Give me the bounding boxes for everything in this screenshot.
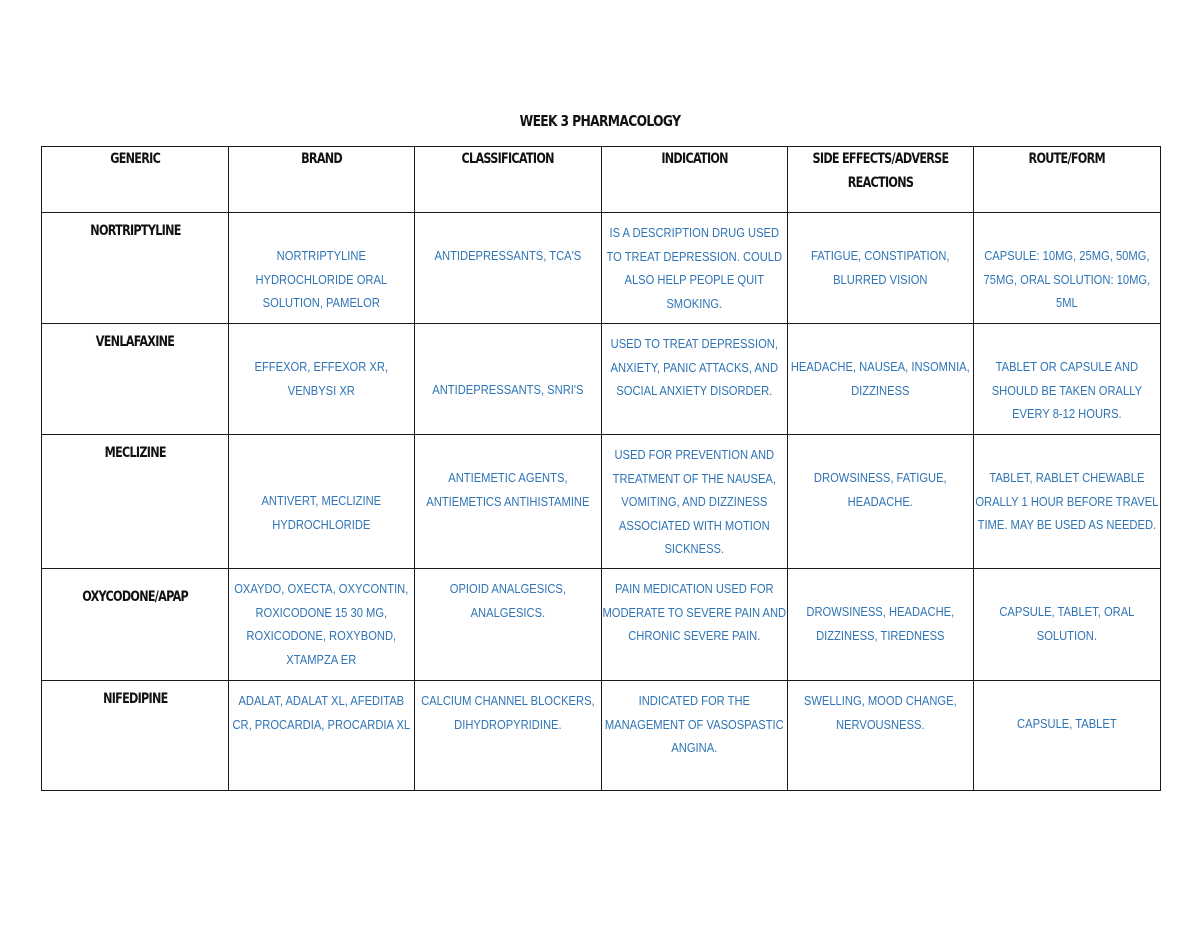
classification-cell: ANTIDEPRESSANTS, TCA'S [415, 213, 602, 324]
classification-cell: ANTIDEPRESSANTS, SNRI'S [415, 324, 602, 435]
classification-cell: CALCIUM CHANNEL BLOCKERS, DIHYDROPYRIDINE. [415, 681, 602, 791]
route-form-cell: CAPSULE, TABLET [974, 681, 1161, 791]
header-row [42, 147, 1161, 213]
drug-table [41, 146, 1161, 791]
generic-cell: NIFEDIPINE [42, 681, 229, 791]
route-form-cell: CAPSULE: 10MG, 25MG, 50MG, 75MG, ORAL SOLUTION: 10MG, 5ML [974, 213, 1161, 324]
side-effects-cell: FATIGUE, CONSTIPATION, BLURRED VISION [788, 213, 974, 324]
table-row [42, 213, 1161, 324]
side-effects-cell: SWELLING, MOOD CHANGE, NERVOUSNESS. [788, 681, 974, 791]
brand-cell: ANTIVERT, MECLIZINE HYDROCHLORIDE [229, 435, 415, 569]
indication-cell: USED TO TREAT DEPRESSION, ANXIETY, PANIC ATTACKS, AND SOCIAL ANXIETY DISORDER. [602, 324, 788, 435]
header-route-form: ROUTE/FORM [974, 147, 1161, 213]
table-row [42, 435, 1161, 569]
route-form-cell: TABLET OR CAPSULE AND SHOULD BE TAKEN ORALLY EVERY 8-12 HOURS. [974, 324, 1161, 435]
generic-cell: NORTRIPTYLINE [42, 213, 229, 324]
table-row [42, 324, 1161, 435]
route-form-cell: TABLET, RABLET CHEWABLE ORALLY 1 HOUR BEFORE TRAVEL TIME. MAY BE USED AS NEEDED. [974, 435, 1161, 569]
side-effects-cell: DROWSINESS, HEADACHE, DIZZINESS, TIREDNESS [788, 569, 974, 681]
header-generic: GENERIC [42, 147, 229, 213]
header-brand: BRAND [229, 147, 415, 213]
header-side-effects: SIDE EFFECTS/ADVERSE REACTIONS [788, 147, 974, 213]
header-classification: CLASSIFICATION [415, 147, 602, 213]
table-row [42, 681, 1161, 791]
brand-cell: ADALAT, ADALAT XL, AFEDITAB CR, PROCARDIA, PROCARDIA XL [229, 681, 415, 791]
brand-cell: NORTRIPTYLINE HYDROCHLORIDE ORAL SOLUTION, PAMELOR [229, 213, 415, 324]
side-effects-cell: HEADACHE, NAUSEA, INSOMNIA, DIZZINESS [788, 324, 974, 435]
indication-cell: IS A DESCRIPTION DRUG USED TO TREAT DEPRESSION. COULD ALSO HELP PEOPLE QUIT SMOKING. [602, 213, 788, 324]
indication-cell: PAIN MEDICATION USED FOR MODERATE TO SEVERE PAIN AND CHRONIC SEVERE PAIN. [602, 569, 788, 681]
generic-cell: MECLIZINE [42, 435, 229, 569]
classification-cell: ANTIEMETIC AGENTS, ANTIEMETICS ANTIHISTAMINE [415, 435, 602, 569]
indication-cell: USED FOR PREVENTION AND TREATMENT OF THE NAUSEA, VOMITING, AND DIZZINESS ASSOCIATED WITH MOTION SICKNESS. [602, 435, 788, 569]
route-form-cell: CAPSULE, TABLET, ORAL SOLUTION. [974, 569, 1161, 681]
indication-cell: INDICATED FOR THE MANAGEMENT OF VASOSPASTIC ANGINA. [602, 681, 788, 791]
brand-cell: OXAYDO, OXECTA, OXYCONTIN, ROXICODONE 15 30 MG, ROXICODONE, ROXYBOND, XTAMPZA ER [229, 569, 415, 681]
brand-cell: EFFEXOR, EFFEXOR XR, VENBYSI XR [229, 324, 415, 435]
generic-cell: OXYCODONE/APAP [42, 569, 229, 681]
classification-cell: OPIOID ANALGESICS, ANALGESICS. [415, 569, 602, 681]
generic-cell: VENLAFAXINE [42, 324, 229, 435]
header-indication: INDICATION [602, 147, 788, 213]
page-title: WEEK 3 PHARMACOLOGY [519, 112, 681, 130]
side-effects-cell: DROWSINESS, FATIGUE, HEADACHE. [788, 435, 974, 569]
table-row [42, 569, 1161, 681]
